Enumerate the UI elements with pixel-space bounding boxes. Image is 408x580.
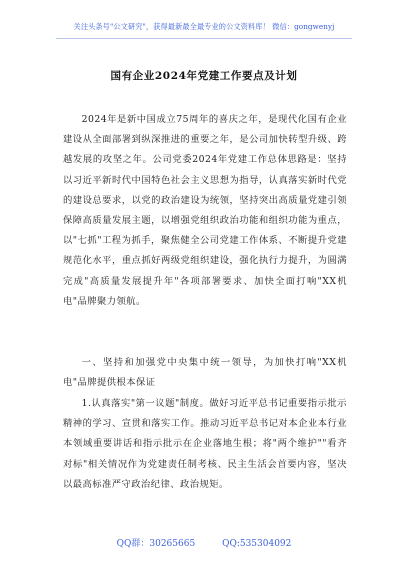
footer-qq-group: QQ群：30265665 [116, 539, 196, 549]
body-paragraph-item-1: 1.认真落实"第一议题"制度。做好习近平总书记重要指示批示精神的学习、宣贯和落实工作。推动习近平总书记对本企业本行业本领域重要讲话和指示批示在企业落地生根；将"两个维护""看齐对标"相关情况作为党建责任制考核、民主生活会首要内容，坚决以最高标准严守政治纪律、政治规矩。 [63, 398, 347, 490]
document-title: 国有企业2024年党建工作要点及计划 [110, 70, 298, 82]
section-heading-1: 一、坚持和加强党中央集中统一领导，为加快打响"XX机电"品牌提供根本保证 [63, 357, 347, 389]
footer-contact [0, 536, 408, 549]
footer-qq-number: QQ:535304092 [222, 539, 292, 549]
header-divider [56, 38, 352, 39]
body-paragraph-intro: 2024年是新中国成立75周年的喜庆之年，是现代化国有企业建设从全面部署到纵深推进的重要之年，是公司加快转型升级、跨越发展的攻坚之年。公司党委2024年党建工作总体思路是：坚持以习近平新时代中国特色社会主义思想为指导，认真落实新时代党的建设总要求，以党的政治建设为统领，坚持突出高质量党建引领保障高质量发展主题，以增强党组织政治功能和组织功能为重点，以"七抓"工程为抓手，聚焦健全公司党建工作体系、不断提升党建规范化水平，重点抓好两级党组织建设，强化执行力提升，为圆满完成"高质量发展提升年"各项部署要求、加快全面打响"XX机电"品牌聚力领航。 [63, 114, 347, 307]
header-banner: 关注头条号"公文研究"，获得最新最全最专业的公文资料库！ 微信：gongwenyj [73, 22, 335, 31]
